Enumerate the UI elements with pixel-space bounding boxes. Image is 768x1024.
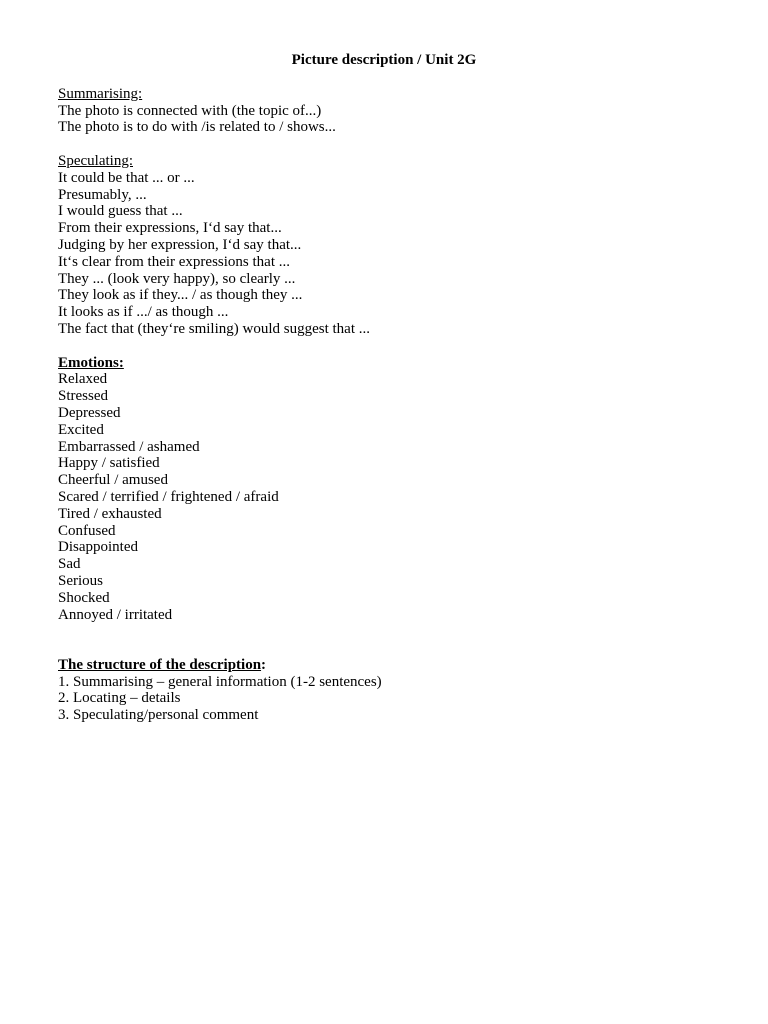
spacer [58, 338, 718, 355]
structure-item: 2. Locating – details [58, 690, 181, 707]
emotion-item: Disappointed [58, 539, 138, 556]
structure-heading-colon: : [261, 656, 267, 673]
structure-heading-row [58, 657, 718, 674]
spacer [58, 69, 718, 86]
speculating-line: It‘s clear from their expressions that ... [58, 253, 291, 270]
emotion-item: Cheerful / amused [58, 472, 168, 489]
emotion-item: Annoyed / irritated [58, 606, 173, 623]
emotion-item: Tired / exhausted [58, 505, 162, 522]
speculating-line: From their expressions, I‘d say that... [58, 220, 282, 237]
spacer [58, 136, 718, 153]
speculating-line: It could be that ... or ... [58, 169, 195, 186]
structure-item: 3. Speculating/personal comment [58, 707, 259, 724]
document-page [58, 51, 718, 724]
summarising-line: The photo is connected with (the topic of...) [58, 102, 322, 119]
emotion-item: Confused [58, 522, 116, 539]
spacer [58, 623, 718, 657]
emotions-heading: Emotions: [58, 354, 124, 371]
emotion-item: Shocked [58, 589, 110, 606]
speculating-line: They ... (look very happy), so clearly ... [58, 270, 296, 287]
structure-item: 1. Summarising – general information (1-2 sentences) [58, 673, 382, 690]
summarising-line: The photo is to do with /is related to / shows... [58, 119, 336, 136]
emotion-item: Sad [58, 556, 81, 573]
summarising-heading: Summarising: [58, 85, 143, 102]
speculating-section [58, 153, 718, 338]
emotion-item: Happy / satisfied [58, 455, 160, 472]
emotion-item: Stressed [58, 388, 108, 405]
emotion-item: Embarrassed / ashamed [58, 438, 200, 455]
emotion-item: Scared / terrified / frightened / afraid [58, 488, 279, 505]
speculating-line: They look as if they... / as though they ... [58, 287, 303, 304]
speculating-line: The fact that (they‘re smiling) would suggest that ... [58, 320, 371, 337]
emotion-item: Excited [58, 421, 104, 438]
speculating-heading: Speculating: [58, 152, 133, 169]
emotion-item: Depressed [58, 404, 121, 421]
speculating-line: I would guess that ... [58, 203, 183, 220]
speculating-line: Presumably, ... [58, 186, 147, 203]
speculating-line: Judging by her expression, I‘d say that... [58, 236, 302, 253]
summarising-section [58, 86, 718, 136]
structure-section [58, 657, 718, 724]
structure-heading: The structure of the description [58, 656, 262, 673]
speculating-line: It looks as if .../ as though ... [58, 304, 229, 321]
emotion-item: Relaxed [58, 371, 108, 388]
page-title: Picture description / Unit 2G [291, 52, 477, 68]
emotions-section [58, 355, 718, 624]
emotion-item: Serious [58, 572, 103, 589]
